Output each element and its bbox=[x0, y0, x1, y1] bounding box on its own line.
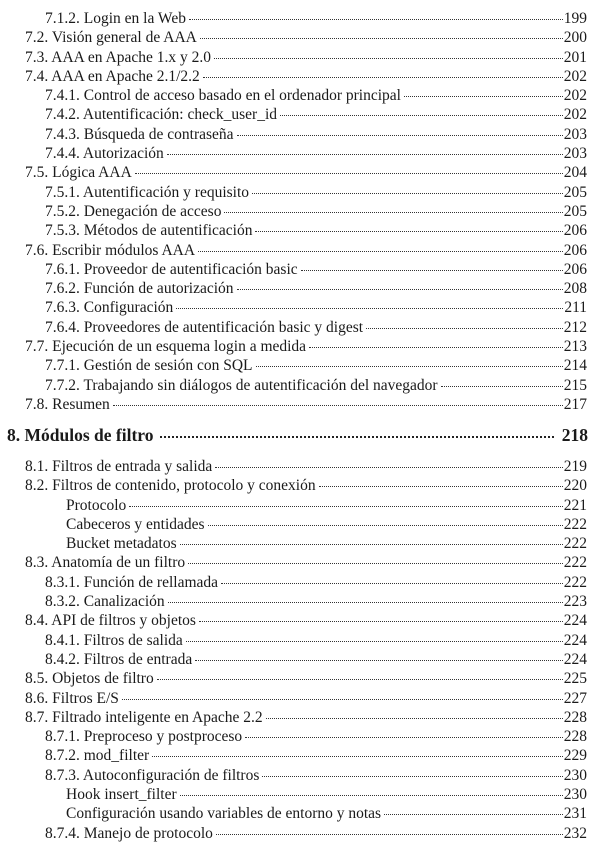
dot-leader bbox=[208, 525, 563, 526]
toc-entry-page: 229 bbox=[563, 747, 587, 765]
toc-entry-title: Configuración usando variables de entorno y notas bbox=[66, 805, 382, 823]
toc-entry-title: 7.6.2. Función de autorización bbox=[45, 280, 234, 298]
dot-leader bbox=[198, 251, 563, 252]
chapter-title: 8. Módulos de filtro bbox=[7, 425, 154, 445]
dot-leader bbox=[301, 270, 563, 271]
toc-entry-page: 205 bbox=[563, 202, 587, 220]
toc-entry[interactable] bbox=[0, 318, 587, 337]
toc-entry-page: 214 bbox=[563, 357, 587, 375]
toc-entry-title: 8.3.2. Canalización bbox=[45, 593, 165, 611]
toc-entry-title: 8.3. Anatomía de un filtro bbox=[25, 554, 186, 572]
toc-entry-page: 215 bbox=[563, 376, 587, 394]
toc-entry-title: 8.7.1. Preproceso y postproceso bbox=[45, 728, 243, 746]
toc-entry-title: 8.6. Filtros E/S bbox=[25, 689, 119, 707]
toc-entry-page: 206 bbox=[563, 222, 587, 240]
dot-leader bbox=[157, 679, 563, 680]
dot-leader bbox=[216, 834, 563, 835]
dot-leader bbox=[404, 96, 563, 97]
toc-entry-page: 211 bbox=[564, 299, 587, 317]
toc-entry[interactable] bbox=[0, 298, 587, 317]
dot-leader bbox=[224, 212, 562, 213]
toc-entry-page: 208 bbox=[563, 280, 587, 298]
toc-entry-title: 7.1.2. Login en la Web bbox=[45, 10, 186, 27]
toc-entry[interactable] bbox=[0, 356, 587, 375]
chapter-heading[interactable] bbox=[7, 423, 588, 447]
toc-section-7 bbox=[0, 9, 587, 414]
dot-leader bbox=[319, 486, 563, 487]
toc-entry-page: 202 bbox=[563, 87, 587, 105]
toc-entry[interactable] bbox=[0, 592, 587, 611]
toc-entry-page: 224 bbox=[563, 612, 587, 630]
toc-entry-title: 7.4. AAA en Apache 2.1/2.2 bbox=[25, 67, 200, 85]
toc-entry-page: 223 bbox=[563, 593, 587, 611]
dot-leader bbox=[113, 405, 563, 406]
toc-entry[interactable] bbox=[0, 125, 587, 144]
toc-entry-title: 7.4.1. Control de acceso basado en el ordenador principal bbox=[45, 87, 401, 105]
toc-entry-page: 230 bbox=[563, 766, 587, 784]
toc-entry-page: 199 bbox=[563, 10, 587, 27]
dot-leader bbox=[441, 386, 563, 387]
dot-leader bbox=[152, 756, 563, 757]
toc-entry[interactable] bbox=[0, 183, 587, 202]
toc-entry[interactable] bbox=[0, 260, 587, 279]
toc-entry[interactable] bbox=[0, 631, 587, 650]
toc-entry-page: 224 bbox=[563, 631, 587, 649]
dot-leader bbox=[215, 467, 563, 468]
toc-entry[interactable] bbox=[0, 163, 587, 182]
toc-entry[interactable] bbox=[0, 611, 587, 630]
toc-entry-page: 227 bbox=[563, 689, 587, 707]
dot-leader bbox=[188, 563, 563, 564]
dot-leader bbox=[160, 436, 554, 438]
toc-entry[interactable] bbox=[0, 395, 587, 414]
toc-entry-title: 7.6.1. Proveedor de autentificación basic bbox=[45, 260, 298, 278]
toc-entry-page: 201 bbox=[563, 48, 587, 66]
toc-entry[interactable] bbox=[0, 515, 587, 534]
toc-entry-title: Bucket metadatos bbox=[66, 535, 177, 553]
toc-entry[interactable] bbox=[0, 553, 587, 572]
dot-leader bbox=[180, 795, 563, 796]
dot-leader bbox=[195, 660, 563, 661]
toc-entry[interactable] bbox=[0, 804, 587, 823]
dot-leader bbox=[199, 621, 563, 622]
toc-entry-title: 7.8. Resumen bbox=[25, 395, 110, 413]
dot-leader bbox=[245, 737, 563, 738]
toc-entry-title: 7.7.1. Gestión de sesión con SQL bbox=[45, 357, 253, 375]
dot-leader bbox=[384, 814, 563, 815]
toc-entry-title: 8.2. Filtros de contenido, protocolo y conexión bbox=[25, 477, 316, 495]
toc-entry[interactable] bbox=[0, 241, 587, 260]
toc-entry-page: 222 bbox=[563, 535, 587, 553]
dot-leader bbox=[122, 699, 563, 700]
toc-entry-page: 202 bbox=[563, 106, 587, 124]
toc-entry-page: 204 bbox=[563, 164, 587, 182]
dot-leader bbox=[200, 38, 563, 39]
toc-entry-title: 7.7.2. Trabajando sin diálogos de autentificación del navegador bbox=[45, 376, 438, 394]
toc-entry[interactable] bbox=[0, 650, 587, 669]
toc-entry-title: 7.5.3. Métodos de autentificación bbox=[45, 222, 253, 240]
dot-leader bbox=[255, 231, 562, 232]
dot-leader bbox=[309, 347, 563, 348]
toc-entry[interactable] bbox=[0, 766, 587, 785]
toc-entry-page: 202 bbox=[563, 67, 587, 85]
toc-entry[interactable] bbox=[0, 708, 587, 727]
dot-leader bbox=[135, 173, 563, 174]
toc-entry-page: 203 bbox=[563, 125, 587, 143]
toc-entry-title: 8.1. Filtros de entrada y salida bbox=[25, 458, 213, 475]
dot-leader bbox=[176, 308, 563, 309]
dot-leader bbox=[280, 115, 563, 116]
toc-entry-title: 8.7.3. Autoconfiguración de filtros bbox=[45, 766, 260, 784]
dot-leader bbox=[262, 776, 562, 777]
toc-entry-page: 217 bbox=[563, 395, 587, 413]
toc-entry-page: 224 bbox=[563, 650, 587, 668]
toc-entry-title: 8.7.4. Manejo de protocolo bbox=[45, 824, 213, 842]
toc-entry[interactable] bbox=[0, 785, 587, 804]
toc-entry[interactable] bbox=[0, 534, 587, 553]
toc-entry-title: Hook insert_filter bbox=[66, 786, 177, 804]
toc-entry[interactable] bbox=[0, 221, 587, 240]
toc-entry-title: 8.3.1. Función de rellamada bbox=[45, 573, 219, 591]
toc-entry[interactable] bbox=[0, 48, 587, 67]
toc-entry-page: 206 bbox=[563, 260, 587, 278]
toc-entry[interactable] bbox=[0, 573, 587, 592]
toc-entry-title: 8.4. API de filtros y objetos bbox=[25, 612, 196, 630]
toc-entry-title: 8.4.2. Filtros de entrada bbox=[45, 650, 193, 668]
dot-leader bbox=[366, 328, 563, 329]
toc-entry-title: 7.5.1. Autentificación y requisito bbox=[45, 183, 250, 201]
toc-entry[interactable] bbox=[0, 727, 587, 746]
toc-entry[interactable] bbox=[0, 689, 587, 708]
toc-entry[interactable] bbox=[0, 669, 587, 688]
dot-leader bbox=[237, 289, 563, 290]
toc-entry-title: Protocolo bbox=[66, 496, 127, 514]
toc-entry-title: 7.6. Escribir módulos AAA bbox=[25, 241, 196, 259]
toc-entry-title: 8.5. Objetos de filtro bbox=[25, 670, 154, 688]
toc-entry-title: 7.2. Visión general de AAA bbox=[25, 29, 197, 47]
toc-entry-page: 221 bbox=[563, 496, 587, 514]
toc-section-8 bbox=[0, 457, 587, 843]
toc-entry-title: 7.6.4. Proveedores de autentificación basic y digest bbox=[45, 318, 364, 336]
toc-entry-page: 230 bbox=[563, 786, 587, 804]
toc-entry[interactable] bbox=[0, 337, 587, 356]
dot-leader bbox=[189, 19, 563, 20]
toc-entry-page: 222 bbox=[563, 554, 587, 572]
toc-entry[interactable] bbox=[0, 105, 587, 124]
toc-entry-title: 7.4.2. Autentificación: check_user_id bbox=[45, 106, 278, 124]
dot-leader bbox=[256, 366, 563, 367]
toc-entry[interactable] bbox=[0, 457, 587, 476]
dot-leader bbox=[186, 641, 563, 642]
dot-leader bbox=[221, 583, 563, 584]
toc-entry-title: 8.7. Filtrado inteligente en Apache 2.2 bbox=[25, 708, 263, 726]
toc-entry[interactable] bbox=[0, 376, 587, 395]
toc-entry-title: 7.3. AAA en Apache 1.x y 2.0 bbox=[25, 48, 211, 66]
toc-entry-page: 205 bbox=[563, 183, 587, 201]
dot-leader bbox=[203, 77, 563, 78]
toc-entry-title: 7.6.3. Configuración bbox=[45, 299, 174, 317]
toc-entry-title: 7.7. Ejecución de un esquema login a medida bbox=[25, 338, 307, 356]
dot-leader bbox=[180, 544, 563, 545]
toc-entry-page: 200 bbox=[563, 29, 587, 47]
toc-entry-page: 206 bbox=[563, 241, 587, 259]
toc-entry-title: 7.4.3. Búsqueda de contraseña bbox=[45, 125, 234, 143]
toc-entry[interactable] bbox=[0, 67, 587, 86]
toc-entry-title: Cabeceros y entidades bbox=[66, 515, 205, 533]
toc-entry[interactable] bbox=[0, 144, 587, 163]
toc-entry-page: 231 bbox=[563, 805, 587, 823]
dot-leader bbox=[167, 154, 563, 155]
toc-entry-page: 222 bbox=[563, 515, 587, 533]
dot-leader bbox=[129, 506, 562, 507]
toc-entry[interactable] bbox=[0, 824, 587, 843]
toc-entry-title: 7.5.2. Denegación de acceso bbox=[45, 202, 222, 220]
toc-entry[interactable] bbox=[0, 202, 587, 221]
toc-entry-page: 213 bbox=[563, 338, 587, 356]
toc-entry-page: 222 bbox=[563, 573, 587, 591]
toc-entry-title: 7.5. Lógica AAA bbox=[25, 164, 132, 182]
chapter-page: 218 bbox=[561, 425, 588, 445]
toc-entry-page: 228 bbox=[563, 708, 587, 726]
toc-entry-page: 225 bbox=[563, 670, 587, 688]
toc-entry-title: 8.7.2. mod_filter bbox=[45, 747, 150, 765]
toc-entry-page: 232 bbox=[563, 824, 587, 842]
toc-entry[interactable] bbox=[0, 28, 587, 47]
toc-entry-title: 8.4.1. Filtros de salida bbox=[45, 631, 183, 649]
toc-entry[interactable] bbox=[0, 476, 587, 495]
dot-leader bbox=[252, 193, 563, 194]
dot-leader bbox=[168, 602, 563, 603]
dot-leader bbox=[266, 718, 563, 719]
toc-entry-page: 203 bbox=[563, 145, 587, 163]
dot-leader bbox=[214, 58, 563, 59]
toc-entry-page: 219 bbox=[563, 458, 587, 475]
toc-entry[interactable] bbox=[0, 746, 587, 765]
toc-entry[interactable] bbox=[0, 279, 587, 298]
dot-leader bbox=[237, 135, 563, 136]
toc-entry-page: 212 bbox=[563, 318, 587, 336]
toc-entry[interactable] bbox=[0, 86, 587, 105]
toc-entry[interactable] bbox=[0, 9, 587, 28]
toc-entry[interactable] bbox=[0, 496, 587, 515]
toc-entry-page: 220 bbox=[563, 477, 587, 495]
toc-entry-title: 7.4.4. Autorización bbox=[45, 145, 164, 163]
toc-entry-page: 228 bbox=[563, 728, 587, 746]
